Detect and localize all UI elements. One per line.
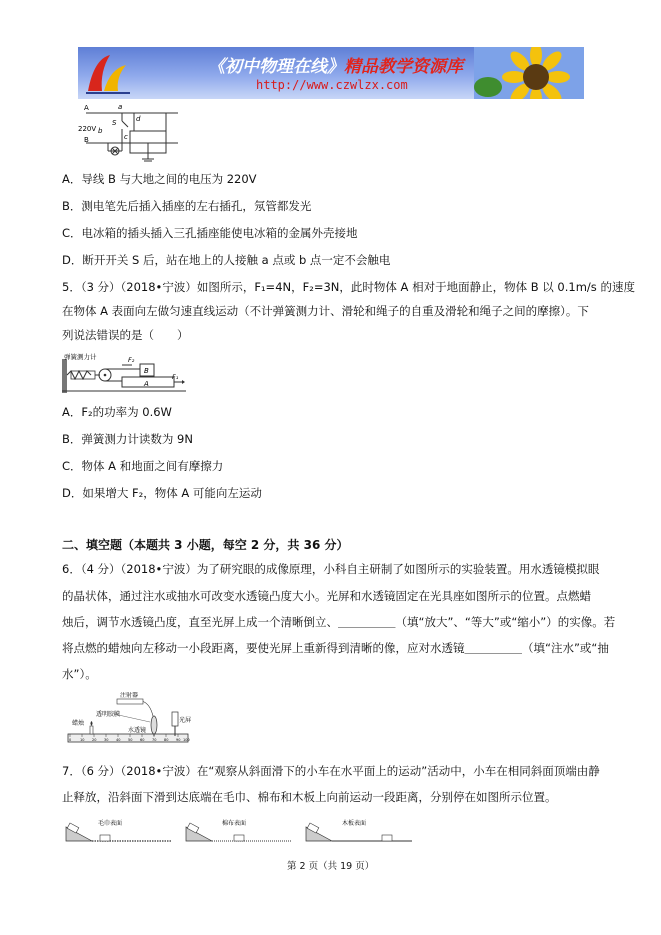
- label-b: b: [98, 127, 103, 135]
- label-spring-scale: 弹簧测力计: [64, 353, 97, 361]
- q4-option-b: B．测电笔先后插入插座的左右插孔，氖管都发光: [62, 199, 312, 213]
- label-220V: 220V: [78, 125, 97, 133]
- ruler-tick-100: 100: [183, 738, 190, 742]
- q5-option-b: B．弹簧测力计读数为 9N: [62, 432, 193, 446]
- label-a: a: [118, 103, 123, 111]
- q5-stem-line3: 列说法错误的是（ ）: [62, 328, 189, 342]
- logo-icon: [84, 51, 132, 95]
- label-candle: 蜡烛: [72, 720, 85, 727]
- ruler-tick-40: 40: [116, 738, 121, 742]
- q4-option-a: A．导线 B 与大地之间的电压为 220V: [62, 172, 257, 186]
- sunflower-icon: [474, 47, 584, 99]
- slope-cotton-diagram: [182, 815, 294, 845]
- q7-stem-line1: 7．（6 分）（2018•宁波）在“观察从斜面滑下的小车在水平面上的运动”活动中，小车在相同斜面顶端由静: [62, 764, 600, 778]
- section-heading: 二、填空题（本题共 3 小题，每空 2 分，共 36 分）: [62, 538, 349, 552]
- q4-option-d: D．断开开关 S 后，站在地上的人接触 a 点或 b 点一定不会触电: [62, 253, 391, 267]
- q5-option-c: C．物体 A 和地面之间有摩擦力: [62, 459, 224, 473]
- q7-stem-line2: 止释放，沿斜面下滑到达底端在毛巾、棉布和木板上向前运动一段距离，分别停在如图所示位置。: [62, 790, 557, 804]
- q5-option-d: D．如果增大 F₂，物体 A 可能向左运动: [62, 486, 262, 500]
- banner-url[interactable]: http://www.czwlzx.com: [256, 78, 408, 92]
- label-c: c: [124, 133, 128, 141]
- q6-stem-line3: 烛后，调节水透镜凸度，直至光屏上成一个清晰倒立、＿＿＿＿＿（填“放大”、“等大”或“缩小”）的实像。若: [62, 615, 616, 629]
- q6-stem-line1: 6．（4 分）（2018•宁波）为了研究眼的成像原理，小科自主研制了如图所示的实验装置。用水透镜模拟眼: [62, 562, 600, 576]
- ruler-tick-80: 80: [164, 738, 169, 742]
- slope-wood-diagram: [302, 815, 414, 845]
- label-lens: 水透镜: [128, 727, 147, 734]
- ruler-tick-10: 10: [80, 738, 85, 742]
- banner-title: 《初中物理在线》精品教学资源库: [208, 57, 463, 77]
- ruler-tick-90: 90: [176, 738, 181, 742]
- ruler-tick-50: 50: [128, 738, 133, 742]
- q5-option-a: A．F₂的功率为 0.6W: [62, 405, 172, 419]
- ruler-tick-30: 30: [104, 738, 109, 742]
- label-A: A: [84, 104, 89, 112]
- label-F1: F₁: [172, 373, 179, 381]
- label-B: B: [84, 136, 89, 144]
- ruler-tick-70: 70: [152, 738, 157, 742]
- label-B: B: [144, 367, 149, 375]
- pulley-diagram: [62, 351, 186, 395]
- q6-stem-line4: 将点燃的蜡烛向左移动一小段距离，要使光屏上重新得到清晰的像，应对水透镜＿＿＿＿＿（填“注水”或“抽: [62, 641, 609, 655]
- label-syringe: 注射器: [120, 692, 139, 699]
- q6-stem-line5: 水”）。: [62, 667, 97, 681]
- label-A: A: [144, 380, 149, 388]
- ruler-tick-20: 20: [92, 738, 97, 742]
- label-film: 透明胶膜: [96, 711, 121, 718]
- slope-towel-diagram: [62, 815, 174, 845]
- cotton-surface-label: 棉布表面: [222, 820, 247, 827]
- q4-option-c: C．电冰箱的插头插入三孔插座能使电冰箱的金属外壳接地: [62, 226, 358, 240]
- page-footer: 第 2 页（共 19 页）: [287, 861, 375, 872]
- label-F2: F₂: [128, 356, 135, 364]
- towel-surface-label: 毛巾表面: [98, 820, 123, 827]
- q5-stem-line1: 5．（3 分）（2018•宁波）如图所示，F₁=4N，F₂=3N，此时物体 A 相对于地面静止，物体 B 以 0.1m/s 的速度: [62, 280, 635, 294]
- label-screen: 光屏: [179, 717, 192, 724]
- q6-stem-line2: 的晶状体，通过注水或抽水可改变水透镜凸度大小。光屏和水透镜固定在光具座如图所示的位置。点燃蜡: [62, 589, 591, 603]
- header-banner: [78, 47, 584, 99]
- optical-bench-diagram: [62, 692, 194, 752]
- wood-surface-label: 木板表面: [342, 820, 367, 827]
- label-S: S: [112, 119, 117, 127]
- label-d: d: [136, 115, 141, 123]
- ruler-tick-0: 0: [69, 738, 72, 742]
- circuit-diagram: [78, 101, 182, 163]
- q5-stem-line2: 在物体 A 表面向左做匀速直线运动（不计弹簧测力计、滑轮和绳子的自重及滑轮和绳子之间的摩擦）。下: [62, 304, 589, 318]
- ruler-tick-60: 60: [140, 738, 145, 742]
